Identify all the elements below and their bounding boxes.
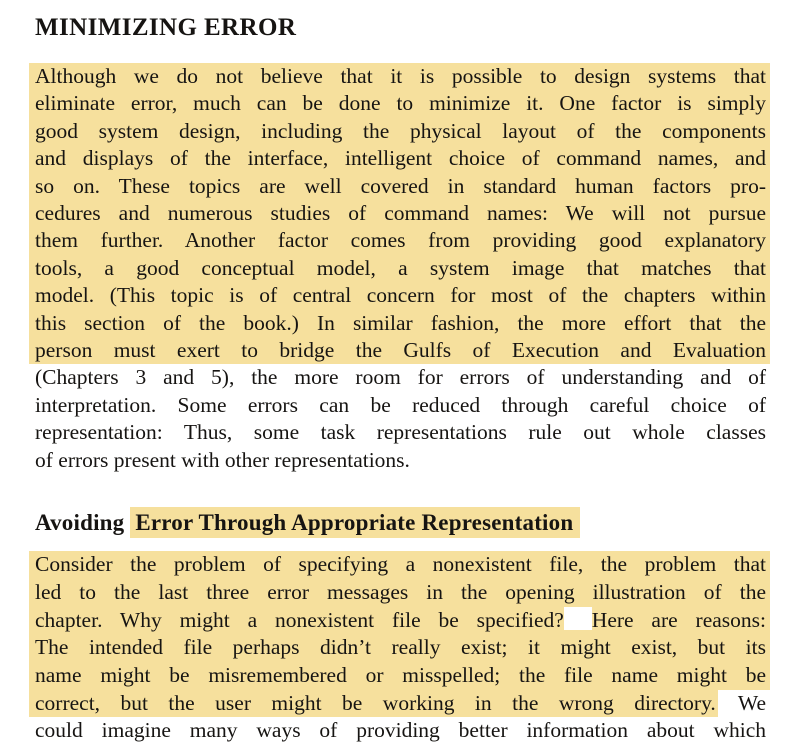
highlighted-text: and displays of the interface, intelligent choice of command names, and bbox=[35, 146, 766, 171]
subsection-heading-highlighted: Error Through Appropriate Representation bbox=[130, 507, 580, 538]
plain-text: interpretation. Some errors can be reduced through careful choice of bbox=[35, 392, 766, 417]
highlighted-text: this section of the book.) In similar fashion, the more effort that the bbox=[35, 310, 766, 335]
text-line bbox=[29, 63, 770, 90]
text-line bbox=[29, 255, 770, 282]
text-line bbox=[29, 173, 770, 200]
highlighted-text: Consider the problem of specifying a nonexistent file, the problem that bbox=[35, 552, 766, 577]
text-line bbox=[35, 717, 766, 745]
text-line bbox=[35, 447, 766, 474]
plain-text: We bbox=[717, 690, 766, 715]
plain-text: (Chapters 3 and 5), the more room for errors of understanding and of bbox=[35, 365, 766, 390]
section-title: MINIMIZING ERROR bbox=[35, 14, 297, 41]
text-line bbox=[29, 310, 770, 337]
paragraph-nonexistent-file bbox=[35, 551, 766, 745]
text-line bbox=[29, 200, 770, 227]
highlighted-text: Although we do not believe that it is possible to design systems that bbox=[35, 64, 766, 88]
text-line bbox=[29, 90, 770, 117]
text-line bbox=[35, 392, 766, 419]
text-line bbox=[29, 579, 770, 607]
paragraph-minimizing-error bbox=[35, 63, 766, 474]
highlighted-text: person must exert to bridge the Gulfs of Execution and Evaluation bbox=[35, 338, 766, 363]
text-line bbox=[29, 662, 770, 690]
text-line bbox=[29, 607, 770, 635]
subsection-heading bbox=[35, 508, 766, 537]
text-line bbox=[29, 634, 770, 662]
text-line bbox=[29, 551, 770, 579]
text-line bbox=[35, 364, 766, 391]
text-column bbox=[35, 0, 766, 745]
highlighted-text: chapter. Why might a nonexistent file be specified? bbox=[35, 607, 564, 632]
text-line bbox=[29, 227, 770, 254]
plain-text: of errors present with other representations. bbox=[35, 447, 410, 472]
highlighted-text: cedures and numerous studies of command names: We will not pursue bbox=[35, 201, 766, 226]
text-line bbox=[35, 690, 766, 718]
highlighted-text: led to the last three error messages in the opening illustration of the bbox=[35, 579, 766, 604]
highlighted-text: Here are reasons: bbox=[591, 607, 766, 632]
highlighted-text: eliminate error, much can be done to minimize it. One factor is simply bbox=[35, 91, 766, 116]
highlighted-text: The intended file perhaps didn’t really exist; it might exist, but its bbox=[35, 635, 766, 660]
text-line bbox=[29, 337, 770, 364]
plain-text: could imagine many ways of providing better information about which bbox=[35, 718, 766, 743]
highlighted-text: tools, a good conceptual model, a system image that matches that bbox=[35, 255, 766, 280]
highlighted-text: name might be misremembered or misspelled; the file name might be bbox=[35, 662, 766, 687]
subsection-heading-prefix: Avoiding bbox=[35, 510, 131, 536]
highlighted-text: good system design, including the physical layout of the components bbox=[35, 118, 766, 143]
highlighted-text: them further. Another factor comes from providing good explanatory bbox=[35, 228, 766, 253]
highlighted-text: so on. These topics are well covered in standard human factors pro- bbox=[35, 173, 766, 198]
text-line bbox=[35, 419, 766, 446]
text-line bbox=[29, 118, 770, 145]
plain-text: representation: Thus, some task representations rule out whole classes bbox=[35, 420, 766, 445]
highlighted-text: correct, but the user might be working in the wrong directory. bbox=[29, 688, 718, 717]
text-line bbox=[29, 145, 770, 172]
text-line bbox=[29, 282, 770, 309]
highlighted-text: model. (This topic is of central concern for most of the chapters within bbox=[35, 283, 766, 308]
highlight-gap bbox=[564, 607, 592, 630]
